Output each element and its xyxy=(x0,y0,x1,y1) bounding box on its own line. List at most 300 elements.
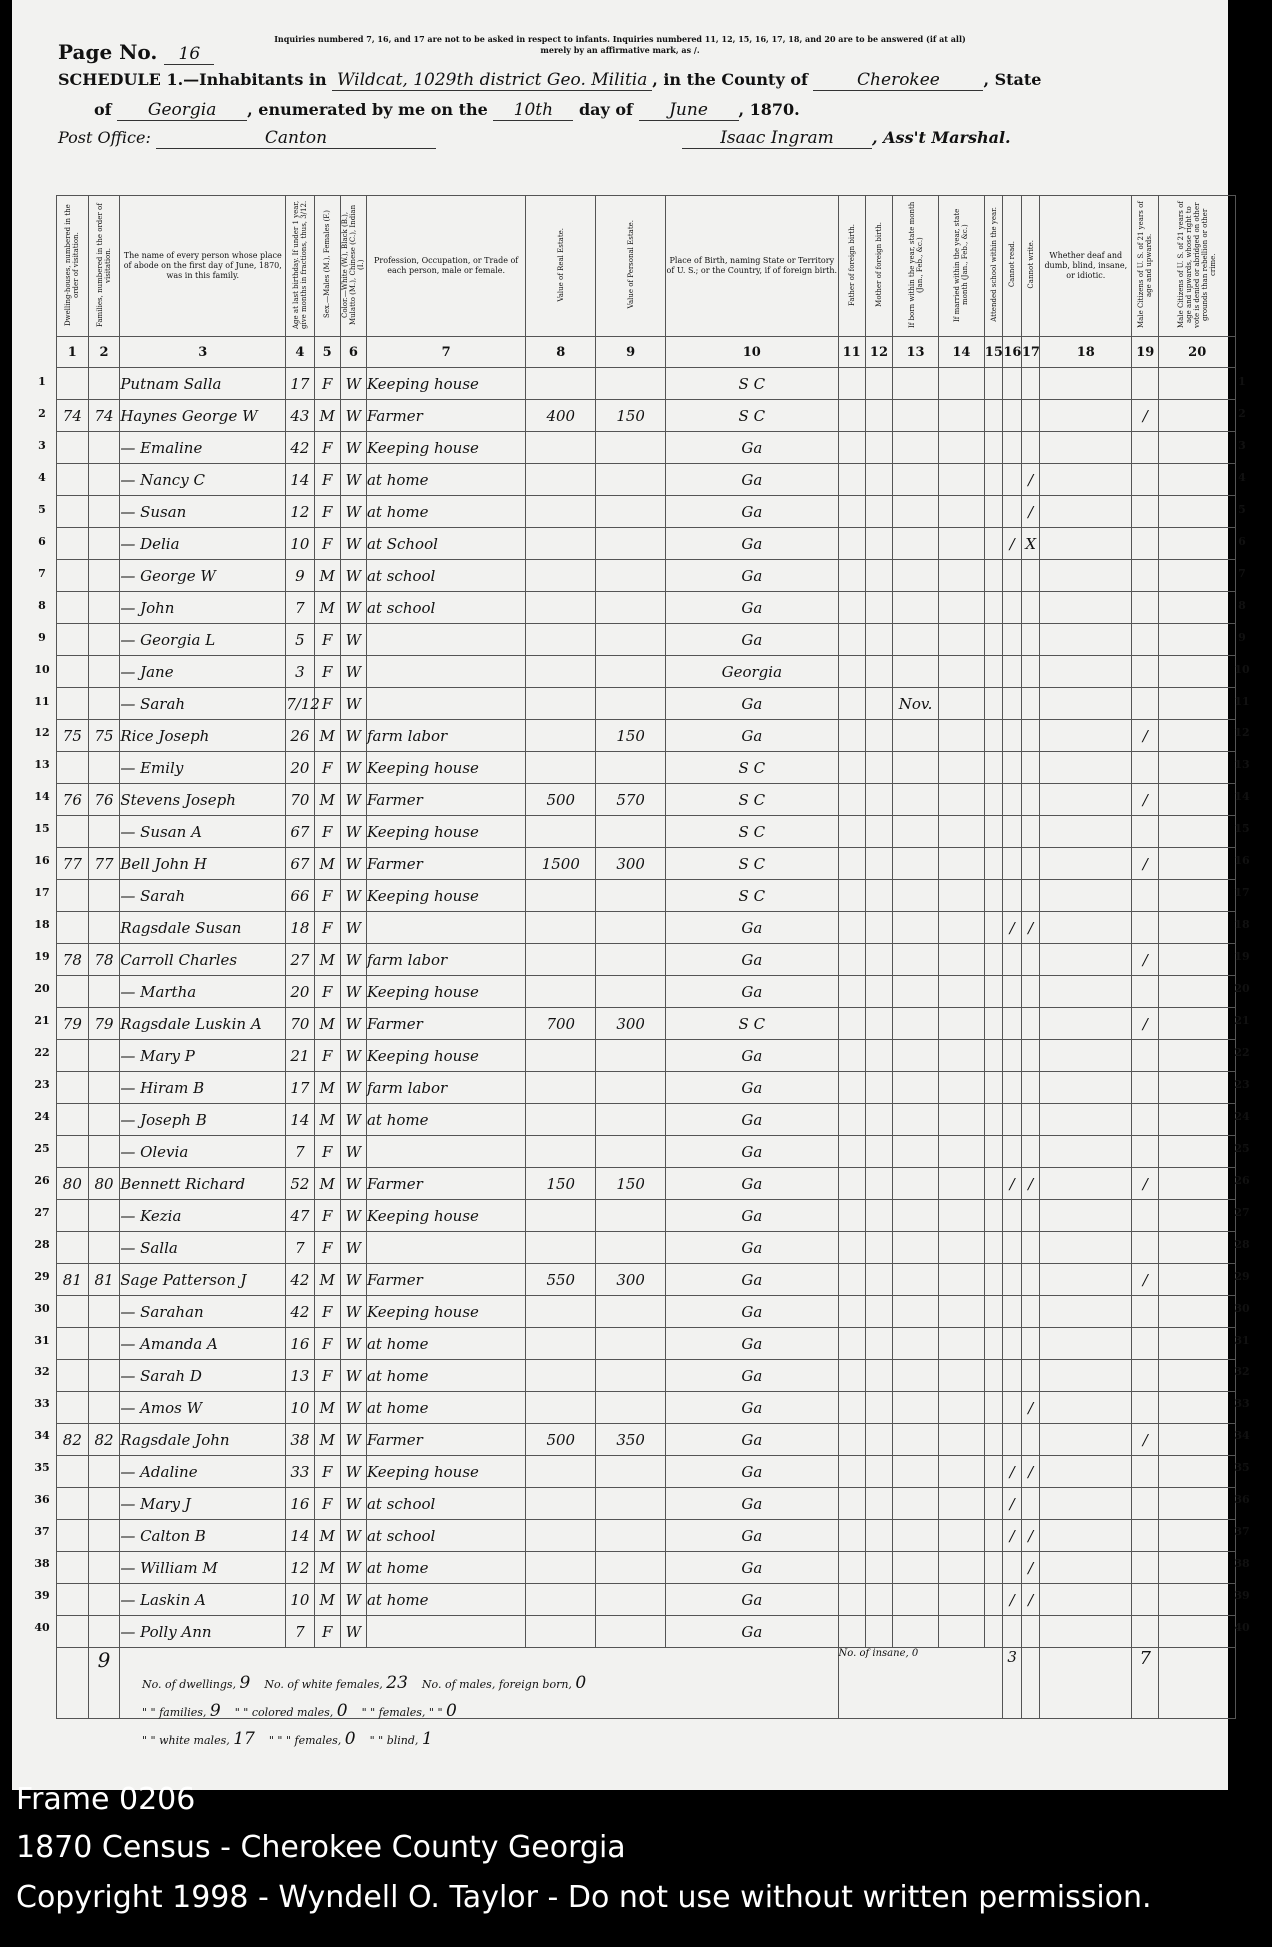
table-row xyxy=(57,1264,1236,1296)
cell-sex: F xyxy=(314,528,340,560)
table-row xyxy=(57,624,1236,656)
cell-sex: F xyxy=(314,1616,340,1648)
cell-c19: / xyxy=(1132,944,1159,976)
cell-empty xyxy=(938,592,984,624)
cell-sex: F xyxy=(314,496,340,528)
cell-c19 xyxy=(1132,1520,1159,1552)
cell-birth: Ga xyxy=(666,432,838,464)
cell-empty xyxy=(1040,976,1132,1008)
cell-color: W xyxy=(340,1168,366,1200)
cell-c19 xyxy=(1132,592,1159,624)
cell-empty xyxy=(984,560,1003,592)
cell-pe xyxy=(596,1296,666,1328)
line-number: 19 xyxy=(34,950,50,964)
cell-color: W xyxy=(340,592,366,624)
cell-empty xyxy=(838,784,865,816)
line-number: 37 xyxy=(34,1525,50,1539)
cell-occ: farm labor xyxy=(366,1072,525,1104)
cell-c13 xyxy=(893,656,939,688)
cell-c16 xyxy=(1003,496,1022,528)
cell-occ xyxy=(366,1232,525,1264)
cell-pe xyxy=(596,816,666,848)
cell-c16 xyxy=(1003,1008,1022,1040)
cell-empty xyxy=(838,1200,865,1232)
line-number: 23 xyxy=(34,1077,50,1091)
cell-c13 xyxy=(893,912,939,944)
cell-empty xyxy=(838,976,865,1008)
cell-pe xyxy=(596,368,666,400)
caption-frame: Frame 0206 xyxy=(16,1782,196,1817)
cell-c17 xyxy=(1021,816,1040,848)
cell-empty xyxy=(865,1392,892,1424)
cell-empty xyxy=(838,752,865,784)
table-row xyxy=(57,1360,1236,1392)
summary-col17 xyxy=(1021,1648,1040,1719)
cell-empty xyxy=(838,528,865,560)
cell-empty xyxy=(865,1456,892,1488)
cell-empty xyxy=(865,1200,892,1232)
cell-fam xyxy=(88,1232,120,1264)
day-value: 10th xyxy=(493,100,573,121)
cell-empty xyxy=(938,1168,984,1200)
post-office-line: Post Office: Canton xyxy=(58,128,436,149)
cell-empty xyxy=(1040,1424,1132,1456)
cell-occ: Keeping house xyxy=(366,976,525,1008)
cell-empty xyxy=(1159,1200,1236,1232)
cell-c16 xyxy=(1003,752,1022,784)
cell-c13 xyxy=(893,752,939,784)
cell-birth: Ga xyxy=(666,1104,838,1136)
cell-empty xyxy=(984,1104,1003,1136)
cell-color: W xyxy=(340,464,366,496)
cell-empty xyxy=(938,560,984,592)
cell-empty xyxy=(865,752,892,784)
cell-c17 xyxy=(1021,784,1040,816)
cell-sex: M xyxy=(314,1104,340,1136)
cell-name: — John xyxy=(120,592,286,624)
cell-empty xyxy=(1159,560,1236,592)
cell-empty xyxy=(1159,1008,1236,1040)
cell-color: W xyxy=(340,1392,366,1424)
cell-age: 42 xyxy=(286,1296,314,1328)
cell-birth: Ga xyxy=(666,1552,838,1584)
cell-empty xyxy=(838,1552,865,1584)
line-number: 35 xyxy=(34,1461,50,1475)
table-row xyxy=(57,880,1236,912)
cell-empty xyxy=(838,720,865,752)
cell-empty xyxy=(838,368,865,400)
cell-name: — George W xyxy=(120,560,286,592)
cell-name: — Susan xyxy=(120,496,286,528)
cell-fam xyxy=(88,688,120,720)
cell-empty xyxy=(865,1136,892,1168)
cell-color: W xyxy=(340,944,366,976)
cell-fam xyxy=(88,880,120,912)
cell-sex: F xyxy=(314,1232,340,1264)
cell-c17 xyxy=(1021,1424,1040,1456)
cell-empty xyxy=(1040,1520,1132,1552)
cell-color: W xyxy=(340,400,366,432)
cell-pe xyxy=(596,1360,666,1392)
cell-c13: Nov. xyxy=(893,688,939,720)
cell-pe xyxy=(596,592,666,624)
cell-c17 xyxy=(1021,1264,1040,1296)
cell-dw xyxy=(57,1360,89,1392)
cell-empty xyxy=(984,816,1003,848)
cell-birth: Ga xyxy=(666,1136,838,1168)
line-number: 1 xyxy=(38,375,46,388)
cell-empty xyxy=(1159,1488,1236,1520)
column-number: 18 xyxy=(1040,337,1132,368)
cell-empty xyxy=(984,1168,1003,1200)
cell-fam xyxy=(88,1296,120,1328)
cell-name: — Sarahan xyxy=(120,1296,286,1328)
cell-c19 xyxy=(1132,1200,1159,1232)
cell-empty xyxy=(838,1296,865,1328)
cell-empty xyxy=(1040,400,1132,432)
cell-empty xyxy=(984,880,1003,912)
cell-age: 13 xyxy=(286,1360,314,1392)
cell-empty xyxy=(865,784,892,816)
line-number: 31 xyxy=(34,1333,50,1347)
col-mother-foreign-header: Mother of foreign birth. xyxy=(865,196,892,337)
cell-color: W xyxy=(340,848,366,880)
cell-empty xyxy=(838,912,865,944)
cell-occ xyxy=(366,912,525,944)
cell-pe xyxy=(596,464,666,496)
col-cannot-read-header: Cannot read. xyxy=(1003,196,1022,337)
column-number: 3 xyxy=(120,337,286,368)
cell-dw xyxy=(57,432,89,464)
cell-c13 xyxy=(893,624,939,656)
cell-empty xyxy=(838,1360,865,1392)
cell-c17 xyxy=(1021,880,1040,912)
line-number: 2 xyxy=(1238,406,1246,420)
cell-c13 xyxy=(893,1424,939,1456)
cell-dw: 80 xyxy=(57,1168,89,1200)
cell-empty xyxy=(984,752,1003,784)
cell-color: W xyxy=(340,1520,366,1552)
cell-sex: F xyxy=(314,912,340,944)
cell-c17: / xyxy=(1021,1456,1040,1488)
cell-empty xyxy=(1159,912,1236,944)
cell-empty xyxy=(865,656,892,688)
cell-empty xyxy=(1040,1552,1132,1584)
cell-birth: Ga xyxy=(666,1488,838,1520)
cell-fam xyxy=(88,1552,120,1584)
cell-empty xyxy=(838,432,865,464)
cell-c17 xyxy=(1021,688,1040,720)
cell-c19 xyxy=(1132,1328,1159,1360)
summary-col20 xyxy=(1159,1648,1236,1719)
cell-empty xyxy=(1159,1584,1236,1616)
cell-c17 xyxy=(1021,752,1040,784)
cell-c17 xyxy=(1021,1616,1040,1648)
line-number: 21 xyxy=(1234,1014,1250,1027)
cell-sex: F xyxy=(314,1488,340,1520)
table-row xyxy=(57,1456,1236,1488)
cell-c16 xyxy=(1003,1296,1022,1328)
cell-pe xyxy=(596,1616,666,1648)
cell-c13 xyxy=(893,560,939,592)
cell-fam xyxy=(88,1584,120,1616)
cell-name: Stevens Joseph xyxy=(120,784,286,816)
cell-re xyxy=(526,1488,596,1520)
cell-sex: M xyxy=(314,1424,340,1456)
line-number: 4 xyxy=(1238,470,1246,484)
cell-birth: Ga xyxy=(666,1296,838,1328)
cell-name: Sage Patterson J xyxy=(120,1264,286,1296)
cell-birth: Ga xyxy=(666,1072,838,1104)
cell-birth: Ga xyxy=(666,1264,838,1296)
col-infirmity-header: Whether deaf and dumb, blind, insane, or idiotic. xyxy=(1040,196,1132,337)
cell-dw xyxy=(57,560,89,592)
cell-empty xyxy=(838,1392,865,1424)
cell-empty xyxy=(865,1360,892,1392)
cell-age: 7/12 xyxy=(286,688,314,720)
cell-occ xyxy=(366,1616,525,1648)
cell-re xyxy=(526,1616,596,1648)
cell-empty xyxy=(838,1424,865,1456)
cell-c13 xyxy=(893,400,939,432)
cell-birth: Ga xyxy=(666,688,838,720)
cell-c13 xyxy=(893,1488,939,1520)
cell-birth: Ga xyxy=(666,560,838,592)
cell-occ: at home xyxy=(366,1584,525,1616)
cell-c13 xyxy=(893,496,939,528)
cell-empty xyxy=(865,496,892,528)
cell-empty xyxy=(838,880,865,912)
cell-occ: Farmer xyxy=(366,1168,525,1200)
cell-name: Ragsdale Susan xyxy=(120,912,286,944)
cell-color: W xyxy=(340,656,366,688)
cell-re: 700 xyxy=(526,1008,596,1040)
cell-color: W xyxy=(340,624,366,656)
cell-c13 xyxy=(893,1328,939,1360)
cell-c16: / xyxy=(1003,912,1022,944)
cell-birth: Ga xyxy=(666,1040,838,1072)
table-row xyxy=(57,368,1236,400)
cell-name: — Emaline xyxy=(120,432,286,464)
cell-dw: 75 xyxy=(57,720,89,752)
cell-color: W xyxy=(340,752,366,784)
caption-copyright: Copyright 1998 - Wyndell O. Taylor - Do not use without written permission. xyxy=(16,1880,1152,1915)
cell-empty xyxy=(838,944,865,976)
column-number: 10 xyxy=(666,337,838,368)
cell-pe xyxy=(596,1328,666,1360)
line-number: 26 xyxy=(34,1173,50,1187)
cell-sex: M xyxy=(314,592,340,624)
cell-occ: Keeping house xyxy=(366,1040,525,1072)
cell-empty xyxy=(1040,1168,1132,1200)
cell-re xyxy=(526,816,596,848)
cell-dw xyxy=(57,880,89,912)
cell-age: 70 xyxy=(286,784,314,816)
line-number: 33 xyxy=(34,1397,50,1411)
cell-empty xyxy=(1159,432,1236,464)
cell-occ: at School xyxy=(366,528,525,560)
cell-empty xyxy=(938,752,984,784)
table-row xyxy=(57,560,1236,592)
column-number: 17 xyxy=(1021,337,1040,368)
cell-c19 xyxy=(1132,560,1159,592)
cell-empty xyxy=(938,1392,984,1424)
line-number: 13 xyxy=(1234,758,1250,772)
cell-empty xyxy=(938,1360,984,1392)
summary-col18 xyxy=(1040,1648,1132,1719)
cell-name: — Joseph B xyxy=(120,1104,286,1136)
column-number: 13 xyxy=(893,337,939,368)
cell-empty xyxy=(1159,528,1236,560)
cell-fam xyxy=(88,1456,120,1488)
col-personal-estate-header: Value of Personal Estate. xyxy=(596,196,666,337)
cell-c17 xyxy=(1021,1200,1040,1232)
cell-c19 xyxy=(1132,1136,1159,1168)
cell-occ: at school xyxy=(366,1488,525,1520)
cell-occ: at home xyxy=(366,1360,525,1392)
cell-empty xyxy=(938,1424,984,1456)
cell-pe xyxy=(596,496,666,528)
cell-empty xyxy=(1040,592,1132,624)
cell-color: W xyxy=(340,1072,366,1104)
state-line: of Georgia , enumerated by me on the 10th day of June , 1870. xyxy=(94,100,800,120)
line-number: 30 xyxy=(34,1301,50,1315)
cell-empty xyxy=(1040,1136,1132,1168)
cell-c17 xyxy=(1021,624,1040,656)
cell-pe xyxy=(596,1072,666,1104)
cell-age: 14 xyxy=(286,464,314,496)
cell-empty xyxy=(838,1584,865,1616)
cell-fam xyxy=(88,1104,120,1136)
cell-empty xyxy=(1040,1616,1132,1648)
cell-c16 xyxy=(1003,1200,1022,1232)
summary-counts xyxy=(142,1670,586,1754)
cell-re xyxy=(526,528,596,560)
column-number: 15 xyxy=(984,337,1003,368)
table-row xyxy=(57,976,1236,1008)
cell-c19 xyxy=(1132,368,1159,400)
cell-pe xyxy=(596,432,666,464)
col-birthplace-header: Place of Birth, naming State or Territory of U. S.; or the Country, if of foreign birth. xyxy=(666,196,838,337)
cell-dw xyxy=(57,912,89,944)
state-value: Georgia xyxy=(117,100,247,121)
cell-empty xyxy=(984,1456,1003,1488)
cell-re xyxy=(526,1456,596,1488)
cell-c19 xyxy=(1132,688,1159,720)
cell-empty xyxy=(1159,624,1236,656)
cell-c19 xyxy=(1132,1072,1159,1104)
cell-empty xyxy=(984,1136,1003,1168)
cell-age: 16 xyxy=(286,1488,314,1520)
cell-empty xyxy=(1040,560,1132,592)
cell-re xyxy=(526,1200,596,1232)
cell-age: 42 xyxy=(286,432,314,464)
cell-c16 xyxy=(1003,400,1022,432)
cell-c19 xyxy=(1132,624,1159,656)
line-number: 1 xyxy=(1238,375,1246,388)
cell-occ: Keeping house xyxy=(366,368,525,400)
cell-re xyxy=(526,1104,596,1136)
cell-age: 52 xyxy=(286,1168,314,1200)
cell-age: 3 xyxy=(286,656,314,688)
column-number: 14 xyxy=(938,337,984,368)
table-row xyxy=(57,784,1236,816)
cell-c13 xyxy=(893,1168,939,1200)
cell-age: 9 xyxy=(286,560,314,592)
cell-empty xyxy=(984,1584,1003,1616)
cell-occ: at home xyxy=(366,1328,525,1360)
cell-c19 xyxy=(1132,752,1159,784)
cell-re xyxy=(526,912,596,944)
census-sheet xyxy=(12,0,1250,1790)
cell-occ: at home xyxy=(366,1552,525,1584)
line-number: 24 xyxy=(1234,1109,1250,1123)
cell-c17: / xyxy=(1021,1168,1040,1200)
cell-c16 xyxy=(1003,976,1022,1008)
cell-sex: F xyxy=(314,656,340,688)
cell-c16 xyxy=(1003,1136,1022,1168)
cell-occ: at school xyxy=(366,560,525,592)
cell-c19 xyxy=(1132,1616,1159,1648)
cell-empty xyxy=(938,496,984,528)
cell-empty xyxy=(1159,688,1236,720)
line-number: 3 xyxy=(38,438,46,452)
cell-empty xyxy=(1159,1392,1236,1424)
cell-occ: Keeping house xyxy=(366,1200,525,1232)
month-value: June xyxy=(639,100,739,121)
cell-empty xyxy=(865,624,892,656)
summary-line-3: " " white males, 17 " " " females, 0 " " blind, 1 xyxy=(142,1729,433,1749)
cell-sex: F xyxy=(314,368,340,400)
marshal-line: Isaac Ingram , Ass't Marshal. xyxy=(682,128,1011,149)
cell-dw xyxy=(57,1328,89,1360)
line-number: 18 xyxy=(1234,918,1250,932)
table-row xyxy=(57,656,1236,688)
cell-empty xyxy=(984,1424,1003,1456)
cell-dw xyxy=(57,1456,89,1488)
line-number: 40 xyxy=(34,1621,50,1635)
cell-c19: / xyxy=(1132,1424,1159,1456)
cell-empty xyxy=(865,880,892,912)
cell-c16 xyxy=(1003,1040,1022,1072)
cell-empty xyxy=(938,400,984,432)
cell-dw xyxy=(57,1104,89,1136)
cell-c19 xyxy=(1132,1232,1159,1264)
cell-age: 7 xyxy=(286,1232,314,1264)
cell-sex: F xyxy=(314,1136,340,1168)
cell-dw xyxy=(57,688,89,720)
cell-c19 xyxy=(1132,1488,1159,1520)
summary-insane-cell: No. of insane, 0 xyxy=(838,1648,1003,1719)
cell-birth: Ga xyxy=(666,1456,838,1488)
cell-name: — Amos W xyxy=(120,1392,286,1424)
cell-empty xyxy=(938,1264,984,1296)
table-row xyxy=(57,1616,1236,1648)
cell-c17 xyxy=(1021,1136,1040,1168)
cell-empty xyxy=(865,1104,892,1136)
cell-empty xyxy=(1040,784,1132,816)
line-number: 15 xyxy=(34,822,50,836)
cell-c16 xyxy=(1003,816,1022,848)
column-number: 11 xyxy=(838,337,865,368)
cell-re xyxy=(526,1296,596,1328)
cell-empty xyxy=(865,976,892,1008)
cell-empty xyxy=(1159,368,1236,400)
cell-birth: Ga xyxy=(666,1168,838,1200)
cell-c13 xyxy=(893,1104,939,1136)
place-value: Wildcat, 1029th district Geo. Militia xyxy=(332,70,652,91)
column-headers xyxy=(57,196,1236,337)
